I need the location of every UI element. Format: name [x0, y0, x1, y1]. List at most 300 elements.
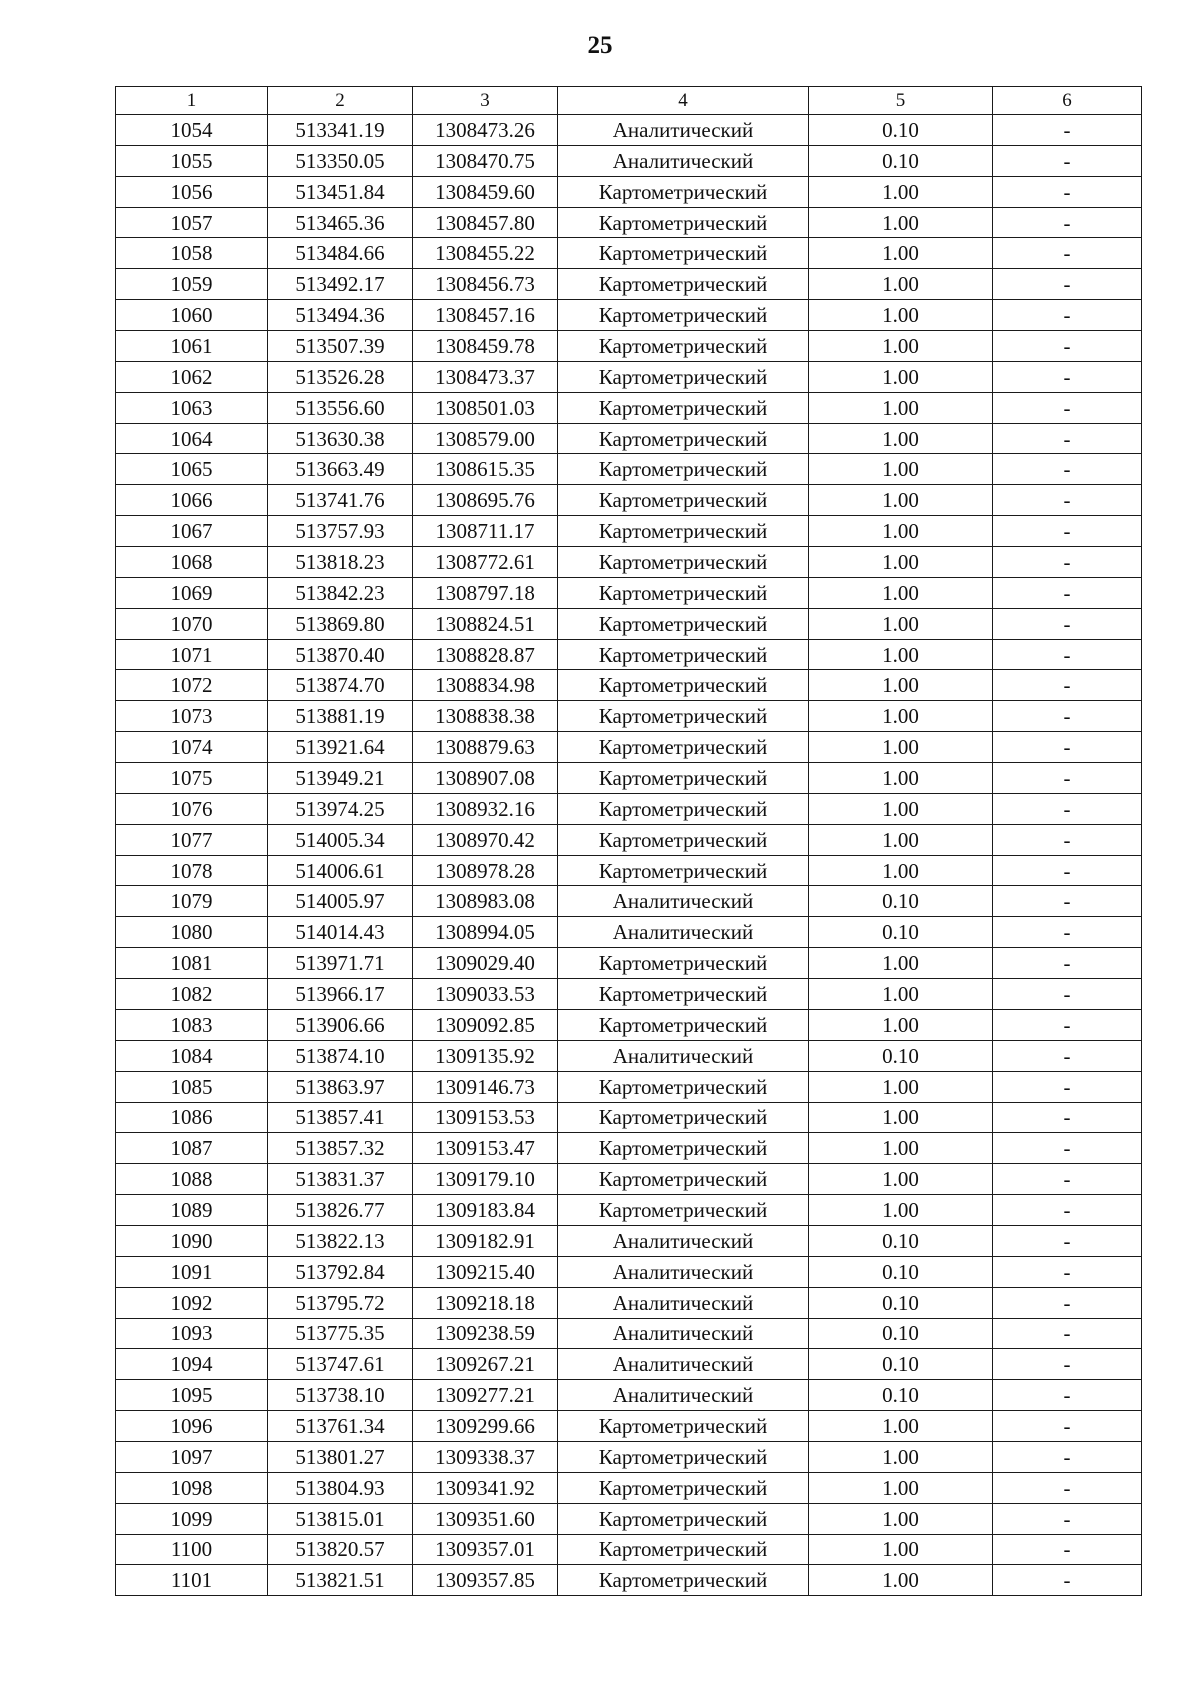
table-row: [116, 1009, 1142, 1040]
method-cell: Картометрический: [558, 1503, 809, 1534]
point-number-cell: 1079: [116, 886, 268, 917]
y-coordinate-cell: 1308838.38: [413, 701, 558, 732]
x-coordinate-cell: 513804.93: [268, 1472, 413, 1503]
description-cell: -: [993, 145, 1142, 176]
x-coordinate-cell: 513350.05: [268, 145, 413, 176]
description-cell: -: [993, 361, 1142, 392]
point-number-cell: 1089: [116, 1195, 268, 1226]
method-cell: Картометрический: [558, 948, 809, 979]
accuracy-cell: 1.00: [809, 948, 993, 979]
accuracy-cell: 0.10: [809, 145, 993, 176]
point-number-cell: 1088: [116, 1164, 268, 1195]
table-row: [116, 1102, 1142, 1133]
point-number-cell: 1087: [116, 1133, 268, 1164]
accuracy-cell: 1.00: [809, 1164, 993, 1195]
column-header: 2: [268, 87, 413, 115]
table-row: [116, 1287, 1142, 1318]
y-coordinate-cell: 1309267.21: [413, 1349, 558, 1380]
method-cell: Картометрический: [558, 361, 809, 392]
accuracy-cell: 1.00: [809, 238, 993, 269]
description-cell: -: [993, 1380, 1142, 1411]
y-coordinate-cell: 1309357.85: [413, 1565, 558, 1596]
description-cell: -: [993, 1349, 1142, 1380]
y-coordinate-cell: 1309338.37: [413, 1441, 558, 1472]
accuracy-cell: 0.10: [809, 1256, 993, 1287]
accuracy-cell: 1.00: [809, 516, 993, 547]
description-cell: -: [993, 1565, 1142, 1596]
table-row: [116, 423, 1142, 454]
accuracy-cell: 1.00: [809, 331, 993, 362]
y-coordinate-cell: 1308501.03: [413, 392, 558, 423]
table-row: [116, 1225, 1142, 1256]
table-row: [116, 115, 1142, 146]
y-coordinate-cell: 1308457.80: [413, 207, 558, 238]
x-coordinate-cell: 513630.38: [268, 423, 413, 454]
accuracy-cell: 1.00: [809, 608, 993, 639]
table-row: [116, 1256, 1142, 1287]
x-coordinate-cell: 513974.25: [268, 793, 413, 824]
method-cell: Картометрический: [558, 331, 809, 362]
table-row: [116, 485, 1142, 516]
method-cell: Аналитический: [558, 145, 809, 176]
y-coordinate-cell: 1308459.60: [413, 176, 558, 207]
accuracy-cell: 0.10: [809, 1318, 993, 1349]
table-row: [116, 1318, 1142, 1349]
point-number-cell: 1082: [116, 979, 268, 1010]
method-cell: Картометрический: [558, 577, 809, 608]
accuracy-cell: 1.00: [809, 1009, 993, 1040]
x-coordinate-cell: 513465.36: [268, 207, 413, 238]
description-cell: -: [993, 979, 1142, 1010]
y-coordinate-cell: 1309183.84: [413, 1195, 558, 1226]
description-cell: -: [993, 1102, 1142, 1133]
x-coordinate-cell: 513494.36: [268, 300, 413, 331]
coordinates-table: [115, 86, 1142, 1596]
x-coordinate-cell: 513738.10: [268, 1380, 413, 1411]
x-coordinate-cell: 513818.23: [268, 547, 413, 578]
accuracy-cell: 1.00: [809, 1565, 993, 1596]
y-coordinate-cell: 1308834.98: [413, 670, 558, 701]
x-coordinate-cell: 513801.27: [268, 1441, 413, 1472]
method-cell: Картометрический: [558, 608, 809, 639]
x-coordinate-cell: 513971.71: [268, 948, 413, 979]
description-cell: -: [993, 1195, 1142, 1226]
point-number-cell: 1101: [116, 1565, 268, 1596]
y-coordinate-cell: 1308983.08: [413, 886, 558, 917]
x-coordinate-cell: 513826.77: [268, 1195, 413, 1226]
x-coordinate-cell: 513857.32: [268, 1133, 413, 1164]
point-number-cell: 1057: [116, 207, 268, 238]
point-number-cell: 1076: [116, 793, 268, 824]
y-coordinate-cell: 1308978.28: [413, 855, 558, 886]
method-cell: Картометрический: [558, 824, 809, 855]
description-cell: -: [993, 1503, 1142, 1534]
method-cell: Аналитический: [558, 886, 809, 917]
method-cell: Картометрический: [558, 1133, 809, 1164]
accuracy-cell: 0.10: [809, 886, 993, 917]
method-cell: Картометрический: [558, 207, 809, 238]
x-coordinate-cell: 513857.41: [268, 1102, 413, 1133]
table-row: [116, 608, 1142, 639]
method-cell: Картометрический: [558, 1534, 809, 1565]
table-row: [116, 1503, 1142, 1534]
y-coordinate-cell: 1308994.05: [413, 917, 558, 948]
accuracy-cell: 0.10: [809, 1380, 993, 1411]
x-coordinate-cell: 514006.61: [268, 855, 413, 886]
method-cell: Картометрический: [558, 1102, 809, 1133]
table-row: [116, 670, 1142, 701]
accuracy-cell: 1.00: [809, 1411, 993, 1442]
table-row: [116, 701, 1142, 732]
x-coordinate-cell: 513757.93: [268, 516, 413, 547]
description-cell: -: [993, 423, 1142, 454]
point-number-cell: 1097: [116, 1441, 268, 1472]
accuracy-cell: 0.10: [809, 1349, 993, 1380]
accuracy-cell: 1.00: [809, 855, 993, 886]
point-number-cell: 1062: [116, 361, 268, 392]
x-coordinate-cell: 514005.97: [268, 886, 413, 917]
x-coordinate-cell: 513842.23: [268, 577, 413, 608]
point-number-cell: 1074: [116, 732, 268, 763]
point-number-cell: 1075: [116, 763, 268, 794]
table-row: [116, 1441, 1142, 1472]
table-row: [116, 238, 1142, 269]
point-number-cell: 1059: [116, 269, 268, 300]
table-row: [116, 516, 1142, 547]
description-cell: -: [993, 115, 1142, 146]
y-coordinate-cell: 1309351.60: [413, 1503, 558, 1534]
point-number-cell: 1096: [116, 1411, 268, 1442]
description-cell: -: [993, 454, 1142, 485]
table-row: [116, 207, 1142, 238]
point-number-cell: 1056: [116, 176, 268, 207]
y-coordinate-cell: 1308711.17: [413, 516, 558, 547]
method-cell: Картометрический: [558, 793, 809, 824]
method-cell: Картометрический: [558, 701, 809, 732]
description-cell: -: [993, 1256, 1142, 1287]
accuracy-cell: 1.00: [809, 547, 993, 578]
x-coordinate-cell: 513874.70: [268, 670, 413, 701]
accuracy-cell: 1.00: [809, 639, 993, 670]
method-cell: Картометрический: [558, 1071, 809, 1102]
y-coordinate-cell: 1309277.21: [413, 1380, 558, 1411]
point-number-cell: 1078: [116, 855, 268, 886]
y-coordinate-cell: 1309341.92: [413, 1472, 558, 1503]
description-cell: -: [993, 1133, 1142, 1164]
description-cell: -: [993, 269, 1142, 300]
method-cell: Картометрический: [558, 176, 809, 207]
point-number-cell: 1063: [116, 392, 268, 423]
point-number-cell: 1073: [116, 701, 268, 732]
x-coordinate-cell: 513484.66: [268, 238, 413, 269]
description-cell: -: [993, 485, 1142, 516]
x-coordinate-cell: 513556.60: [268, 392, 413, 423]
description-cell: -: [993, 207, 1142, 238]
point-number-cell: 1067: [116, 516, 268, 547]
x-coordinate-cell: 513863.97: [268, 1071, 413, 1102]
x-coordinate-cell: 513820.57: [268, 1534, 413, 1565]
table-row: [116, 361, 1142, 392]
column-header: 5: [809, 87, 993, 115]
table-row: [116, 948, 1142, 979]
accuracy-cell: 1.00: [809, 979, 993, 1010]
point-number-cell: 1064: [116, 423, 268, 454]
method-cell: Картометрический: [558, 423, 809, 454]
point-number-cell: 1098: [116, 1472, 268, 1503]
x-coordinate-cell: 513949.21: [268, 763, 413, 794]
table-row: [116, 886, 1142, 917]
x-coordinate-cell: 514005.34: [268, 824, 413, 855]
point-number-cell: 1069: [116, 577, 268, 608]
accuracy-cell: 1.00: [809, 1472, 993, 1503]
table-row: [116, 1349, 1142, 1380]
point-number-cell: 1090: [116, 1225, 268, 1256]
x-coordinate-cell: 513966.17: [268, 979, 413, 1010]
accuracy-cell: 1.00: [809, 1133, 993, 1164]
x-coordinate-cell: 513492.17: [268, 269, 413, 300]
table-row: [116, 1133, 1142, 1164]
x-coordinate-cell: 513870.40: [268, 639, 413, 670]
method-cell: Аналитический: [558, 115, 809, 146]
point-number-cell: 1058: [116, 238, 268, 269]
table-row: [116, 855, 1142, 886]
description-cell: -: [993, 886, 1142, 917]
x-coordinate-cell: 513792.84: [268, 1256, 413, 1287]
x-coordinate-cell: 513451.84: [268, 176, 413, 207]
method-cell: Картометрический: [558, 855, 809, 886]
y-coordinate-cell: 1308457.16: [413, 300, 558, 331]
description-cell: -: [993, 917, 1142, 948]
table-row: [116, 1472, 1142, 1503]
accuracy-cell: 1.00: [809, 1441, 993, 1472]
y-coordinate-cell: 1308797.18: [413, 577, 558, 608]
point-number-cell: 1054: [116, 115, 268, 146]
description-cell: -: [993, 608, 1142, 639]
x-coordinate-cell: 513831.37: [268, 1164, 413, 1195]
method-cell: Аналитический: [558, 1040, 809, 1071]
x-coordinate-cell: 513795.72: [268, 1287, 413, 1318]
method-cell: Аналитический: [558, 1256, 809, 1287]
point-number-cell: 1070: [116, 608, 268, 639]
x-coordinate-cell: 513341.19: [268, 115, 413, 146]
point-number-cell: 1094: [116, 1349, 268, 1380]
method-cell: Картометрический: [558, 300, 809, 331]
accuracy-cell: 1.00: [809, 1071, 993, 1102]
x-coordinate-cell: 513663.49: [268, 454, 413, 485]
table-row: [116, 1411, 1142, 1442]
method-cell: Картометрический: [558, 1411, 809, 1442]
table-row: [116, 1534, 1142, 1565]
table-row: [116, 979, 1142, 1010]
point-number-cell: 1085: [116, 1071, 268, 1102]
y-coordinate-cell: 1309029.40: [413, 948, 558, 979]
method-cell: Аналитический: [558, 917, 809, 948]
description-cell: -: [993, 948, 1142, 979]
point-number-cell: 1080: [116, 917, 268, 948]
point-number-cell: 1060: [116, 300, 268, 331]
table-row: [116, 824, 1142, 855]
table-row: [116, 1164, 1142, 1195]
method-cell: Картометрический: [558, 454, 809, 485]
table-row: [116, 1565, 1142, 1596]
description-cell: -: [993, 392, 1142, 423]
x-coordinate-cell: 513507.39: [268, 331, 413, 362]
method-cell: Аналитический: [558, 1349, 809, 1380]
table-row: [116, 300, 1142, 331]
accuracy-cell: 1.00: [809, 763, 993, 794]
table-row: [116, 392, 1142, 423]
method-cell: Картометрический: [558, 485, 809, 516]
accuracy-cell: 1.00: [809, 454, 993, 485]
method-cell: Картометрический: [558, 1164, 809, 1195]
description-cell: -: [993, 1287, 1142, 1318]
point-number-cell: 1077: [116, 824, 268, 855]
table-row: [116, 793, 1142, 824]
point-number-cell: 1081: [116, 948, 268, 979]
y-coordinate-cell: 1309033.53: [413, 979, 558, 1010]
description-cell: -: [993, 238, 1142, 269]
table-row: [116, 1195, 1142, 1226]
method-cell: Аналитический: [558, 1380, 809, 1411]
point-number-cell: 1086: [116, 1102, 268, 1133]
y-coordinate-cell: 1308459.78: [413, 331, 558, 362]
y-coordinate-cell: 1309179.10: [413, 1164, 558, 1195]
method-cell: Картометрический: [558, 979, 809, 1010]
description-cell: -: [993, 1040, 1142, 1071]
accuracy-cell: 1.00: [809, 207, 993, 238]
point-number-cell: 1084: [116, 1040, 268, 1071]
accuracy-cell: 1.00: [809, 793, 993, 824]
y-coordinate-cell: 1308473.26: [413, 115, 558, 146]
point-number-cell: 1055: [116, 145, 268, 176]
point-number-cell: 1065: [116, 454, 268, 485]
x-coordinate-cell: 513526.28: [268, 361, 413, 392]
x-coordinate-cell: 514014.43: [268, 917, 413, 948]
table-row: [116, 547, 1142, 578]
description-cell: -: [993, 577, 1142, 608]
column-header: 3: [413, 87, 558, 115]
point-number-cell: 1100: [116, 1534, 268, 1565]
method-cell: Картометрический: [558, 1565, 809, 1596]
accuracy-cell: 1.00: [809, 485, 993, 516]
x-coordinate-cell: 513921.64: [268, 732, 413, 763]
table-row: [116, 577, 1142, 608]
y-coordinate-cell: 1309153.53: [413, 1102, 558, 1133]
column-header: 6: [993, 87, 1142, 115]
y-coordinate-cell: 1309215.40: [413, 1256, 558, 1287]
y-coordinate-cell: 1308828.87: [413, 639, 558, 670]
description-cell: -: [993, 1009, 1142, 1040]
accuracy-cell: 1.00: [809, 732, 993, 763]
method-cell: Картометрический: [558, 732, 809, 763]
table-row: [116, 763, 1142, 794]
x-coordinate-cell: 513761.34: [268, 1411, 413, 1442]
y-coordinate-cell: 1308579.00: [413, 423, 558, 454]
table-row: [116, 639, 1142, 670]
accuracy-cell: 0.10: [809, 917, 993, 948]
accuracy-cell: 0.10: [809, 1040, 993, 1071]
description-cell: -: [993, 331, 1142, 362]
y-coordinate-cell: 1308907.08: [413, 763, 558, 794]
description-cell: -: [993, 701, 1142, 732]
description-cell: -: [993, 1225, 1142, 1256]
table-row: [116, 269, 1142, 300]
description-cell: -: [993, 300, 1142, 331]
page-number: 25: [587, 32, 613, 59]
description-cell: -: [993, 1441, 1142, 1472]
point-number-cell: 1072: [116, 670, 268, 701]
y-coordinate-cell: 1308615.35: [413, 454, 558, 485]
method-cell: Аналитический: [558, 1287, 809, 1318]
x-coordinate-cell: 513815.01: [268, 1503, 413, 1534]
x-coordinate-cell: 513822.13: [268, 1225, 413, 1256]
y-coordinate-cell: 1308470.75: [413, 145, 558, 176]
method-cell: Картометрический: [558, 269, 809, 300]
column-header: 4: [558, 87, 809, 115]
description-cell: -: [993, 793, 1142, 824]
table-row: [116, 732, 1142, 763]
point-number-cell: 1068: [116, 547, 268, 578]
description-cell: -: [993, 670, 1142, 701]
accuracy-cell: 1.00: [809, 1503, 993, 1534]
method-cell: Картометрический: [558, 763, 809, 794]
y-coordinate-cell: 1309153.47: [413, 1133, 558, 1164]
y-coordinate-cell: 1309182.91: [413, 1225, 558, 1256]
method-cell: Аналитический: [558, 1225, 809, 1256]
x-coordinate-cell: 513869.80: [268, 608, 413, 639]
accuracy-cell: 1.00: [809, 824, 993, 855]
method-cell: Картометрический: [558, 1441, 809, 1472]
x-coordinate-cell: 513881.19: [268, 701, 413, 732]
method-cell: Картометрический: [558, 1195, 809, 1226]
point-number-cell: 1066: [116, 485, 268, 516]
description-cell: -: [993, 176, 1142, 207]
method-cell: Картометрический: [558, 238, 809, 269]
x-coordinate-cell: 513906.66: [268, 1009, 413, 1040]
point-number-cell: 1095: [116, 1380, 268, 1411]
y-coordinate-cell: 1308695.76: [413, 485, 558, 516]
y-coordinate-cell: 1308970.42: [413, 824, 558, 855]
accuracy-cell: 1.00: [809, 701, 993, 732]
table-row: [116, 1380, 1142, 1411]
accuracy-cell: 1.00: [809, 176, 993, 207]
description-cell: -: [993, 639, 1142, 670]
y-coordinate-cell: 1308824.51: [413, 608, 558, 639]
description-cell: -: [993, 1534, 1142, 1565]
y-coordinate-cell: 1309146.73: [413, 1071, 558, 1102]
y-coordinate-cell: 1309357.01: [413, 1534, 558, 1565]
accuracy-cell: 1.00: [809, 300, 993, 331]
table-row: [116, 1040, 1142, 1071]
point-number-cell: 1092: [116, 1287, 268, 1318]
y-coordinate-cell: 1308473.37: [413, 361, 558, 392]
y-coordinate-cell: 1309135.92: [413, 1040, 558, 1071]
description-cell: -: [993, 824, 1142, 855]
table-row: [116, 454, 1142, 485]
table-body: [116, 87, 1142, 1596]
y-coordinate-cell: 1308932.16: [413, 793, 558, 824]
table-row: [116, 145, 1142, 176]
point-number-cell: 1093: [116, 1318, 268, 1349]
table-row: [116, 331, 1142, 362]
accuracy-cell: 1.00: [809, 1534, 993, 1565]
accuracy-cell: 1.00: [809, 423, 993, 454]
table-row: [116, 1071, 1142, 1102]
y-coordinate-cell: 1308879.63: [413, 732, 558, 763]
point-number-cell: 1083: [116, 1009, 268, 1040]
method-cell: Картометрический: [558, 516, 809, 547]
method-cell: Картометрический: [558, 670, 809, 701]
